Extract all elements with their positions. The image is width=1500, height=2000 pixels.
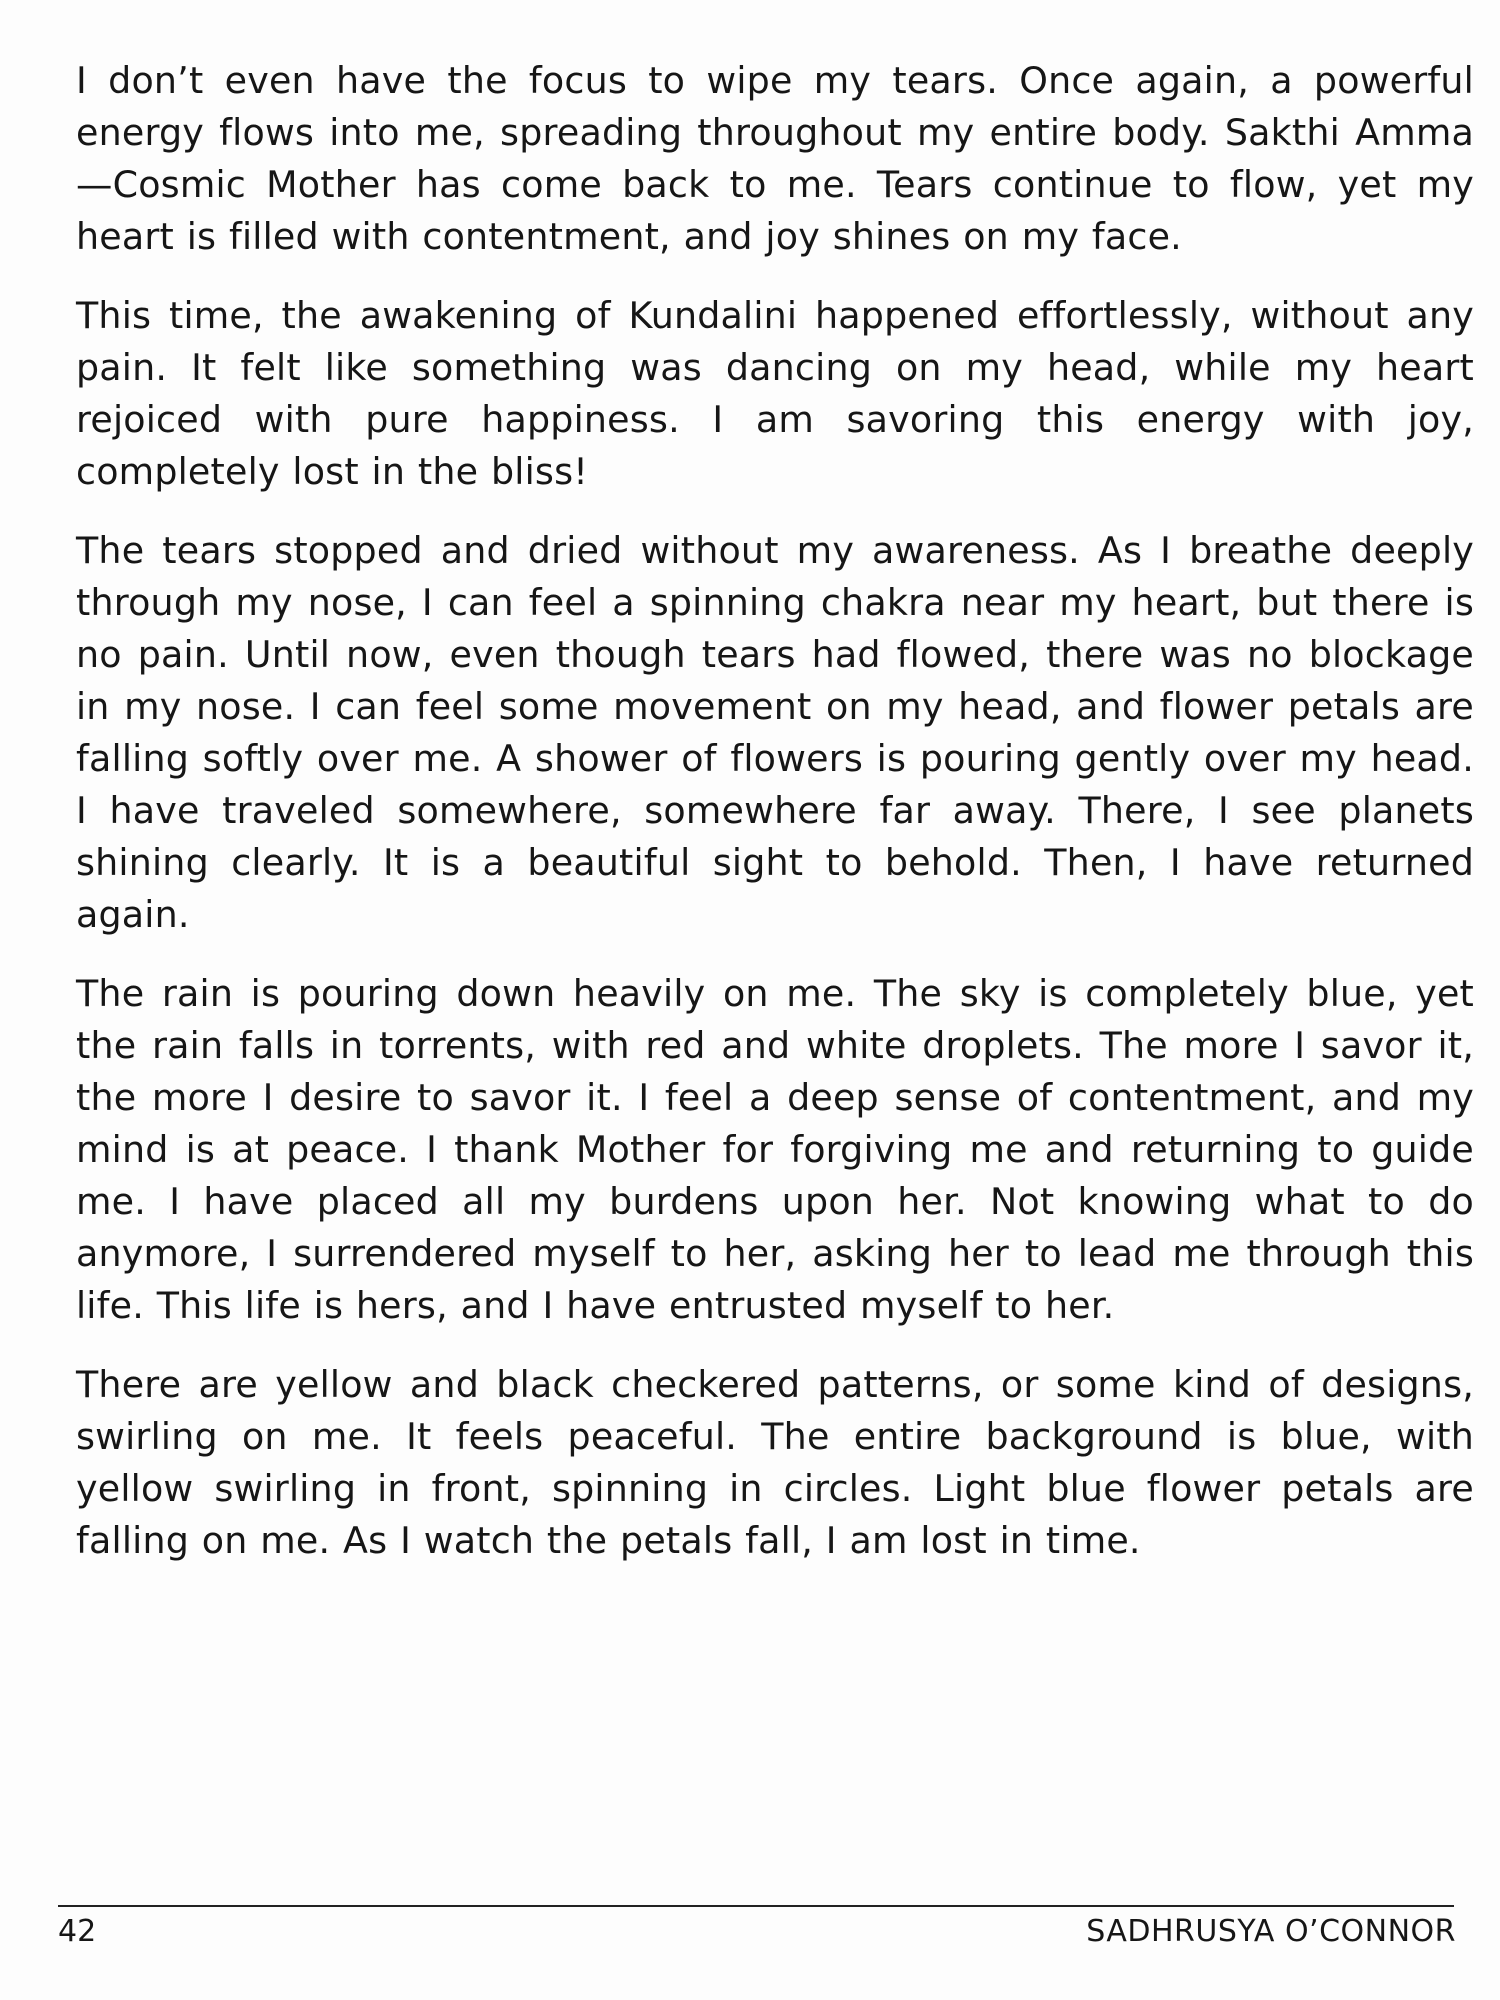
paragraph-2: This time, the awakening of Kundalini happened effortlessly, without any pain. It felt like something was dancing on my head, while my heart rejoiced with pure happiness. I am savoring this energy with joy, completely lost in the bliss!	[76, 294, 1474, 493]
paragraph-5: There are yellow and black checkered patterns, or some kind of designs, swirling on me. It feels peaceful. The entire background is blue, with yellow swirling in front, spinning in circles. Light blue flower petals are falling on me. As I watch the petals fall, I am lost in time.	[76, 1363, 1474, 1562]
body-text	[76, 55, 1474, 1594]
page-number: 42	[58, 1914, 97, 1949]
paragraph-4: The rain is pouring down heavily on me. The sky is completely blue, yet the rain falls in torrents, with red and white droplets. The more I savor it, the more I desire to savor it. I feel a deep sense of contentment, and my mind is at peace. I thank Mother for forgiving me and returning to guide me. I have placed all my burdens upon her. Not knowing what to do anymore, I surrendered myself to her, asking her to lead me through this life. This life is hers, and I have entrusted myself to her.	[76, 972, 1474, 1327]
author-name: SADHRUSYA O’CONNOR	[1086, 1914, 1456, 1949]
footer-divider	[58, 1905, 1454, 1907]
paragraph-3: The tears stopped and dried without my awareness. As I breathe deeply through my nose, I can feel a spinning chakra near my heart, but there is no pain. Until now, even though tears had flowed, there was no blockage in my nose. I can feel some movement on my head, and flower petals are falling softly over me. A shower of flowers is pouring gently over my head. I have traveled somewhere, somewhere far away. There, I see planets shining clearly. It is a beautiful sight to behold. Then, I have returned again.	[76, 529, 1474, 936]
paragraph-1: I don’t even have the focus to wipe my tears. Once again, a powerful energy flows into me, spreading throughout my entire body. Sakthi Amma—Cosmic Mother has come back to me. Tears continue to flow, yet my heart is filled with contentment, and joy shines on my face.	[76, 59, 1474, 258]
